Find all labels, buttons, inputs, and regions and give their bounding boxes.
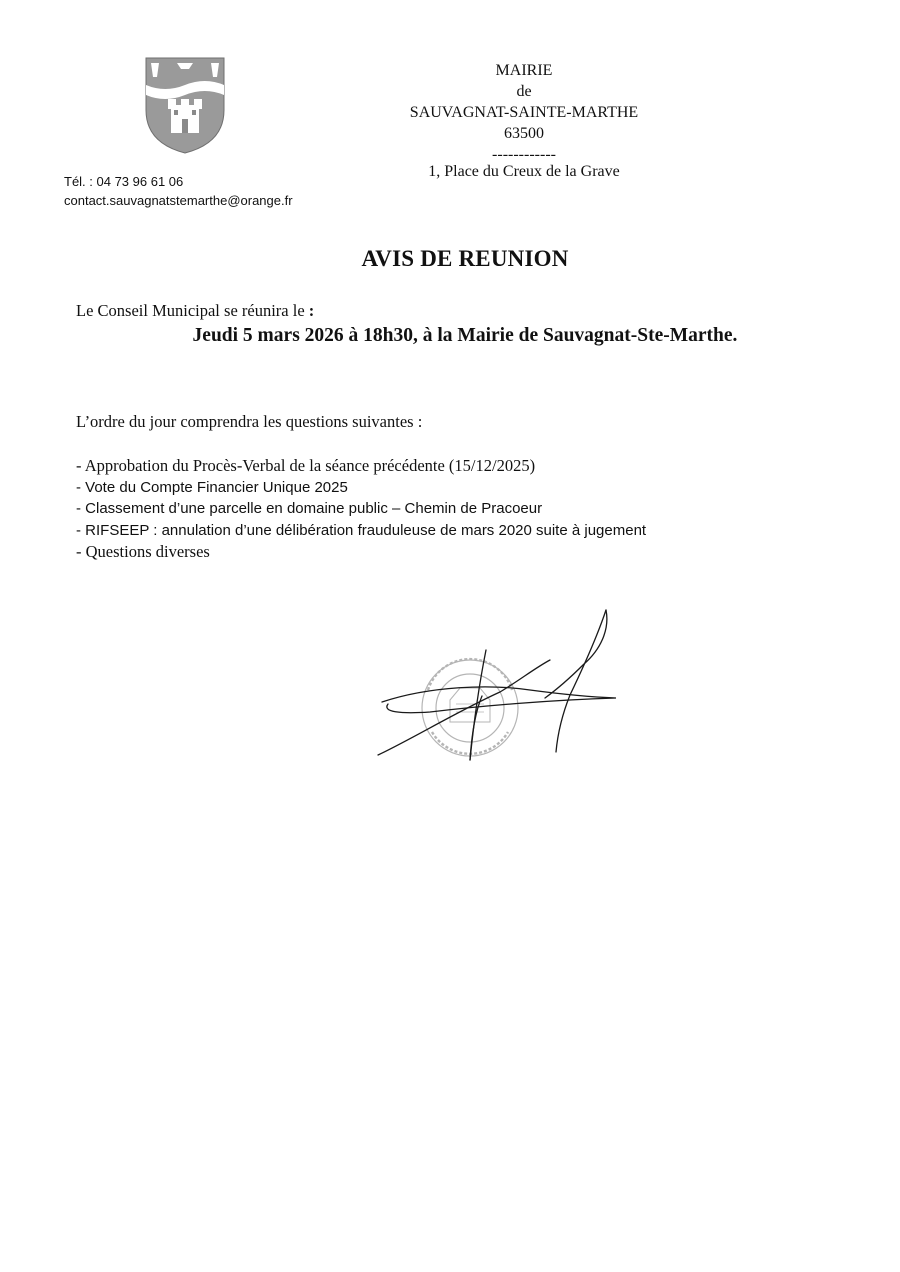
header-line-de: de (516, 83, 532, 100)
intro-colon: : (308, 301, 315, 320)
header-line-commune: SAUVAGNAT-SAINTE-MARTHE (409, 104, 639, 121)
agenda-item: - Questions diverses (76, 542, 210, 561)
intro-text: Le Conseil Municipal se réunira le (76, 301, 309, 320)
coat-of-arms-icon (143, 55, 227, 155)
signature-stamp (370, 600, 630, 780)
agenda-item: - RIFSEEP : annulation d’une délibération frauduleuse de mars 2020 suite à jugement (76, 521, 647, 539)
header-line-mairie: MAIRIE (495, 62, 553, 79)
agenda-item: - Vote du Compte Financier Unique 2025 (76, 478, 348, 496)
mairie-header (390, 60, 658, 165)
header-address: 1, Place du Creux de la Grave (428, 163, 620, 180)
agenda-item: - Approbation du Procès-Verbal de la séance précédente (15/12/2025) (76, 456, 536, 475)
contact-block (64, 172, 293, 210)
contact-phone: Tél. : 04 73 96 61 06 (64, 174, 184, 189)
meeting-date: Jeudi 5 mars 2026 à 18h30, à la Mairie de Sauvagnat-Ste-Marthe. (192, 325, 738, 346)
agenda-list (76, 455, 646, 563)
agenda-intro: L’ordre du jour comprendra les questions suivantes : (76, 412, 423, 431)
handwritten-signature-icon (378, 610, 616, 760)
notice-title: AVIS DE REUNION (361, 246, 569, 271)
header-postcode: 63500 (504, 125, 544, 142)
agenda-item: - Classement d’une parcelle en domaine public – Chemin de Pracoeur (76, 500, 543, 517)
header-separator: ------------ (492, 146, 556, 163)
contact-email: contact.sauvagnatstemarthe@orange.fr (64, 193, 293, 208)
notice-intro (76, 301, 314, 321)
